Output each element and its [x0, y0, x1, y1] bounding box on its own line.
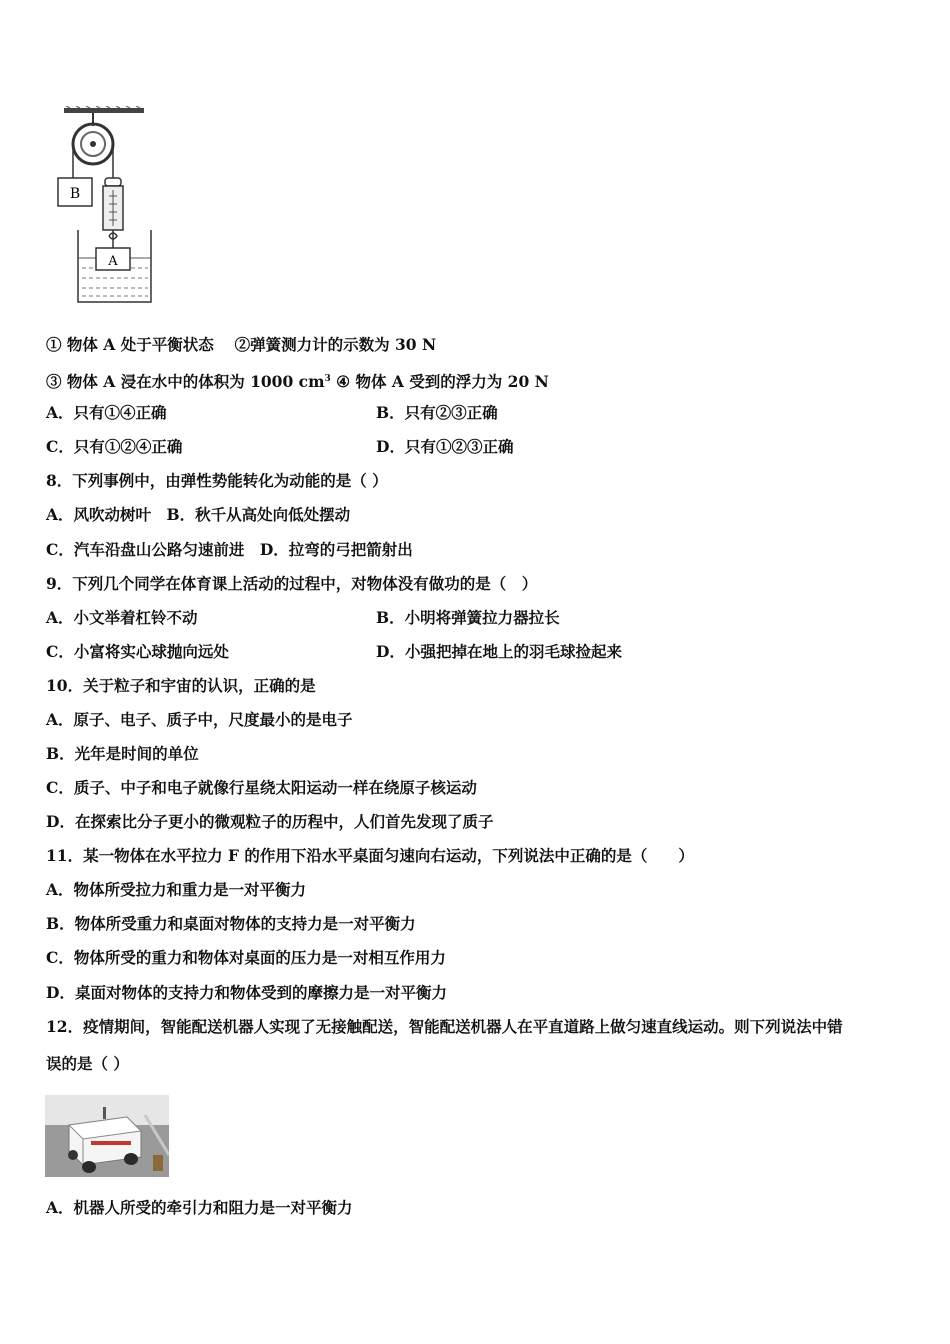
q7-option-c: C．只有①②④正确 [46, 437, 183, 456]
q9-option-c: C．小富将实心球抛向远处 [46, 642, 229, 661]
q10-option-d: D．在探索比分子更小的微观粒子的历程中，人们首先发现了质子 [46, 812, 494, 831]
block-b-label: B [69, 186, 81, 202]
q8-options-ab: A．风吹动树叶 B．秋千从高处向低处摆动 [46, 505, 351, 524]
q9-stem: 9．下列几个同学在体育课上活动的过程中，对物体没有做功的是（ ） [46, 574, 538, 593]
pulley-spring-scale-figure [56, 106, 166, 306]
q10-option-b: B．光年是时间的单位 [46, 744, 199, 763]
q12-stem-line-2: 误的是（ ） [46, 1054, 129, 1073]
statement-4-text: ④ 物体 A 受到的浮力为 20 N [330, 372, 549, 392]
statement-3-superscript: 3 [324, 374, 331, 384]
q9-option-a: A．小文举着杠铃不动 [46, 608, 198, 627]
q7-option-b: B．只有②③正确 [376, 403, 498, 422]
q10-option-a: A．原子、电子、质子中，尺度最小的是电子 [46, 710, 353, 729]
q11-option-d: D．桌面对物体的支持力和物体受到的摩擦力是一对平衡力 [46, 983, 447, 1002]
q7-option-d: D．只有①②③正确 [376, 437, 514, 456]
q10-stem: 10．关于粒子和宇宙的认识，正确的是 [46, 676, 316, 695]
q7-option-a: A．只有①④正确 [46, 403, 167, 422]
q10-option-c: C．质子、中子和电子就像行星绕太阳运动一样在绕原子核运动 [46, 778, 477, 797]
q9-option-b: B．小明将弹簧拉力器拉长 [376, 608, 560, 627]
statements-line-2 [46, 369, 549, 392]
delivery-robot-photo [45, 1095, 169, 1177]
block-a-label: A [108, 254, 118, 269]
q11-stem: 11．某一物体在水平拉力 F 的作用下沿水平桌面匀速向右运动，下列说法中正确的是（ ） [46, 846, 694, 865]
q11-option-c: C．物体所受的重力和物体对桌面的压力是一对相互作用力 [46, 948, 446, 967]
statements-line-1: ① 物体 A 处于平衡状态 ②弹簧测力计的示数为 30 N [46, 335, 437, 354]
q8-options-cd: C．汽车沿盘山公路匀速前进 D．拉弯的弓把箭射出 [46, 540, 413, 559]
q12-stem-line-1: 12．疫情期间，智能配送机器人实现了无接触配送，智能配送机器人在平直道路上做匀速直线运动。则下列说法中错 [46, 1017, 843, 1036]
q8-stem: 8．下列事例中，由弹性势能转化为动能的是（ ） [46, 471, 388, 490]
q9-option-d: D．小强把掉在地上的羽毛球捡起来 [376, 642, 622, 661]
q12-option-a: A．机器人所受的牵引力和阻力是一对平衡力 [46, 1198, 353, 1217]
q11-option-a: A．物体所受拉力和重力是一对平衡力 [46, 880, 307, 899]
q11-option-b: B．物体所受重力和桌面对物体的支持力是一对平衡力 [46, 914, 416, 933]
statement-3-text: ③ 物体 A 浸在水中的体积为 1000 cm [46, 372, 325, 392]
